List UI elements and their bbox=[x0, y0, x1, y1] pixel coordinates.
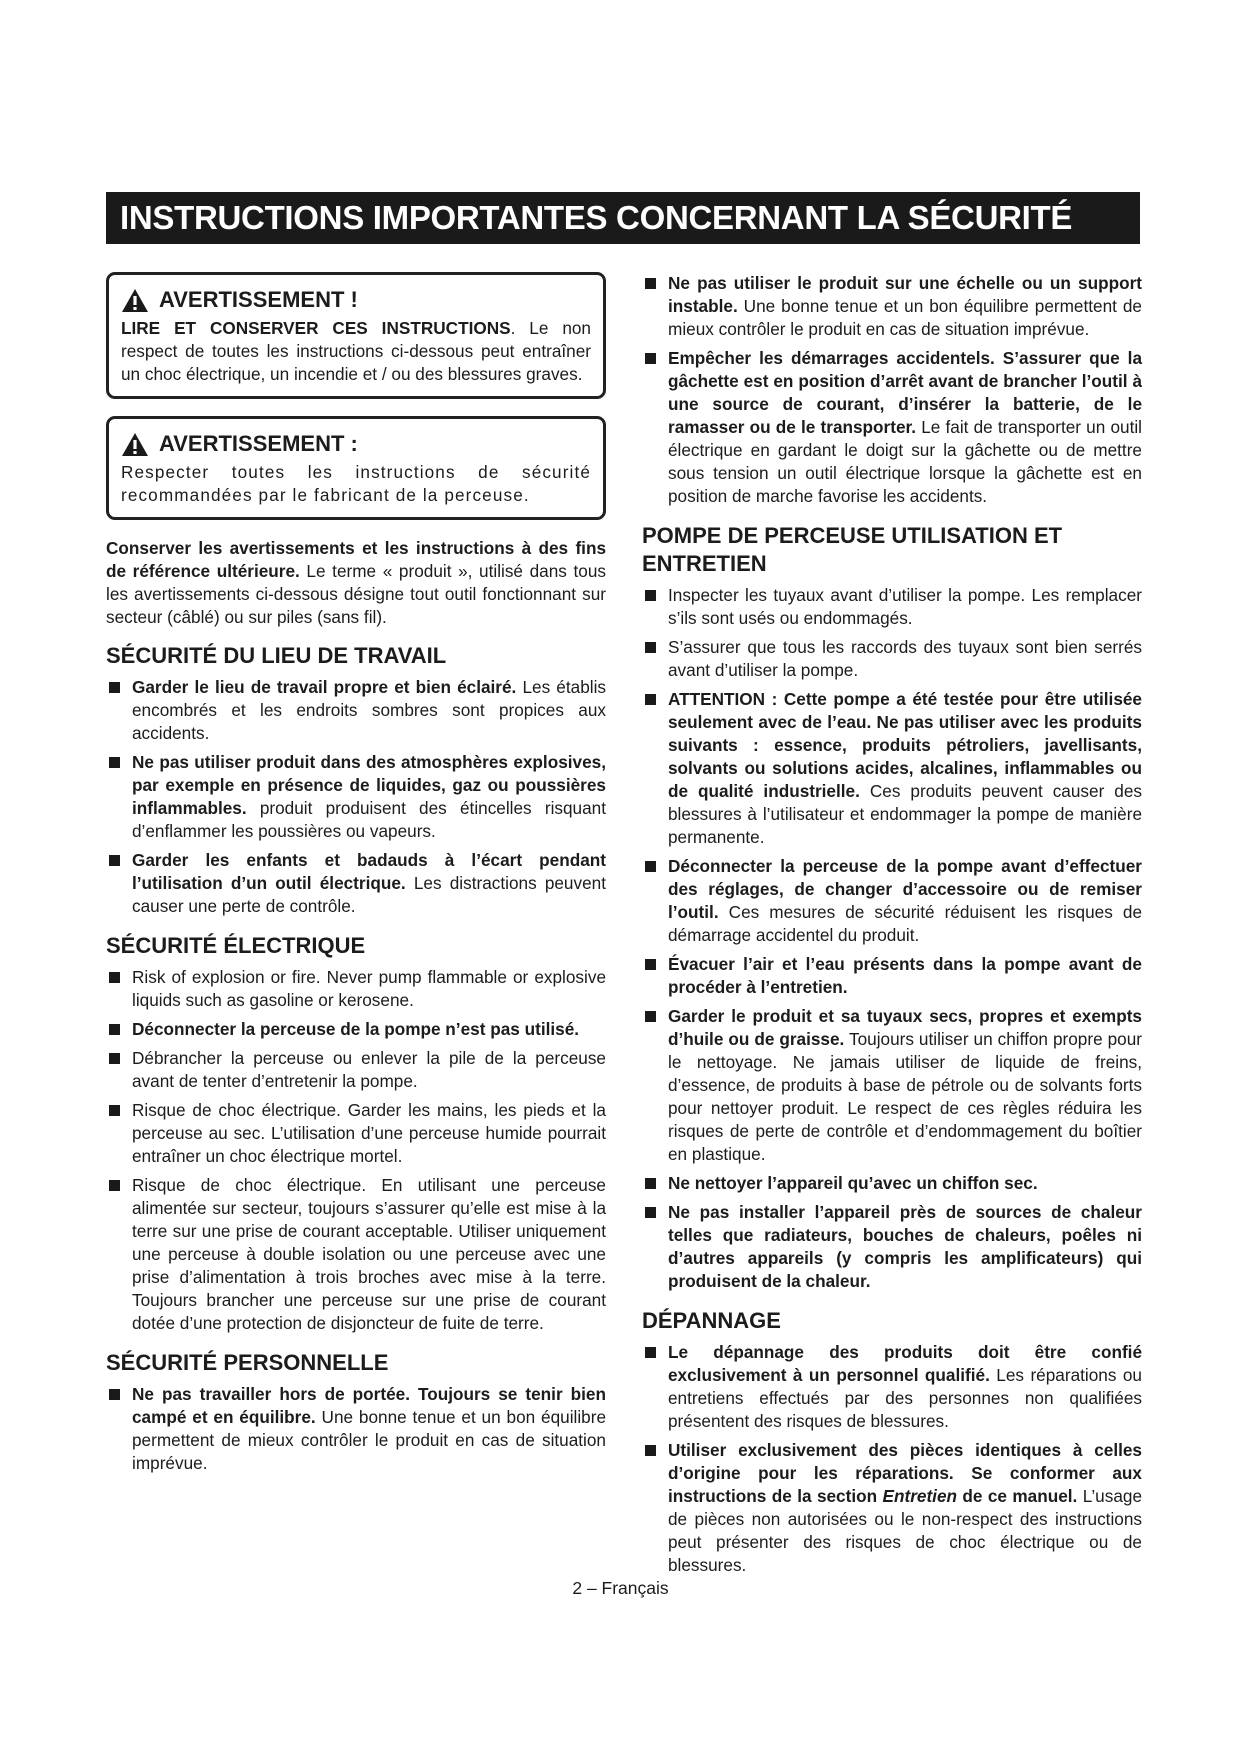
page-banner: INSTRUCTIONS IMPORTANTES CONCERNANT LA SÉCURITÉ bbox=[106, 192, 1140, 244]
bullet-square bbox=[109, 1180, 120, 1191]
warning-box-1 bbox=[106, 272, 606, 399]
warning-heading-2 bbox=[121, 429, 591, 459]
list-item bbox=[642, 272, 1142, 341]
item-bold: Déconnecter la perceuse de la pompe avant d’effectuer des réglages, de changer d’accessoire ou de remiser l’outil. bbox=[668, 856, 1142, 922]
bullet-square bbox=[109, 682, 120, 693]
bullet-square bbox=[645, 1207, 656, 1218]
bullet-square bbox=[109, 972, 120, 983]
page-number: 2 – Français bbox=[572, 1578, 669, 1598]
list-item bbox=[642, 1172, 1142, 1195]
list-electrical bbox=[106, 966, 606, 1335]
left-column bbox=[106, 272, 606, 1489]
bullet-square bbox=[645, 694, 656, 705]
item-text: produit produisent des étincelles risquant d’enflammer les poussières ou vapeurs. bbox=[132, 798, 606, 841]
item-bold: Garder le lieu de travail propre et bien éclairé. bbox=[132, 677, 517, 697]
bullet-square bbox=[109, 1389, 120, 1400]
item-text: Toujours utiliser un chiffon propre pour le nettoyage. Ne jamais utiliser de liquide de freins, d’essence, de produits à base de pétrole ou de solvants forts pour nettoyer produit. Le respect de ces règles réduira les risques de perte de contrôle et d’endommagement du boîtier en plastique. bbox=[668, 1029, 1142, 1164]
item-bold: Garder le produit et sa tuyaux secs, propres et exempts d’huile ou de graisse. bbox=[668, 1006, 1142, 1049]
item-text: L’usage de pièces non autorisées ou le non-respect des instructions peut présenter des risques de choc électrique ou de blessures. bbox=[668, 1486, 1142, 1575]
list-item bbox=[642, 347, 1142, 508]
list-item bbox=[106, 849, 606, 918]
item-bold: Empêcher les démarrages accidentels. S’assurer que la gâchette est en position d’arrêt avant de brancher l’outil à une source de courant, d’insérer la batterie, de le ramasser ou de le transporter. bbox=[668, 348, 1142, 437]
list-work-area bbox=[106, 676, 606, 918]
list-pump bbox=[642, 584, 1142, 1293]
list-item bbox=[106, 966, 606, 1012]
list-personal bbox=[106, 1383, 606, 1475]
item-text: Risque de choc électrique. En utilisant une perceuse alimentée sur secteur, toujours s’assurer qu’elle est mise à la terre sur une prise de courant acceptable. Utiliser uniquement une perceuse à double isolation ou une perceuse avec une prise d’alimentation à trois broches avec mise à la terre. Toujours brancher une perceuse sur une prise de courant dotée d’une protection de disjoncteur de fuite de terre. bbox=[132, 1175, 606, 1333]
list-item bbox=[106, 1018, 606, 1041]
item-bold: Ne pas utiliser produit dans des atmosphères explosives, par exemple en présence de liquides, gaz ou poussières inflammables. bbox=[132, 752, 606, 818]
bullet-square bbox=[109, 1024, 120, 1035]
item-text: Une bonne tenue et un bon équilibre permettent de mieux contrôler le produit en cas de situation imprévue. bbox=[132, 1407, 606, 1473]
intro-text: Le terme « produit », utilisé dans tous les avertissements ci-dessous désigne tout outil fonctionnant sur secteur (câblé) ou sur piles (sans fil). bbox=[106, 561, 606, 627]
item-bold: ATTENTION : Cette pompe a été testée pour être utilisée seulement avec de l’eau. Ne pas utiliser avec les produits suivants : essence, produits pétroliers, javellisants, solvants ou solutions acides, alcalines, inflammables ou de qualité industrielle. bbox=[668, 689, 1142, 801]
list-item bbox=[642, 636, 1142, 682]
item-bold: Ne pas installer l’appareil près de sources de chaleur telles que radiateurs, bouches de chaleurs, poêles ni d’autres appareils (y compris les amplificateurs) qui produisent de la chaleur. bbox=[668, 1202, 1142, 1291]
bullet-square bbox=[645, 1178, 656, 1189]
list-item bbox=[106, 676, 606, 745]
heading-personal: SÉCURITÉ PERSONNELLE bbox=[106, 1350, 389, 1375]
heading-repair: DÉPANNAGE bbox=[642, 1308, 781, 1333]
item-bold: Garder les enfants et badauds à l’écart pendant l’utilisation d’un outil électrique. bbox=[132, 850, 606, 893]
list-item bbox=[106, 1047, 606, 1093]
list-item bbox=[642, 584, 1142, 630]
item-text: Risque de choc électrique. Garder les mains, les pieds et la perceuse au sec. L’utilisation d’une perceuse humide pourrait entraîner un choc électrique mortel. bbox=[132, 1100, 606, 1166]
warning-triangle-icon bbox=[121, 288, 149, 313]
list-item bbox=[106, 1099, 606, 1168]
bullet-square bbox=[645, 353, 656, 364]
list-item bbox=[642, 1439, 1142, 1577]
item-text: Ces produits peuvent causer des blessures à l’utilisateur et endommager la pompe de manière permanente. bbox=[668, 781, 1142, 847]
list-repair bbox=[642, 1341, 1142, 1577]
intro-paragraph bbox=[106, 537, 606, 629]
list-right-top bbox=[642, 272, 1142, 508]
warning-triangle-icon bbox=[121, 432, 149, 457]
bullet-square bbox=[645, 642, 656, 653]
heading-electrical: SÉCURITÉ ÉLECTRIQUE bbox=[106, 933, 366, 958]
item-text: Les réparations ou entretiens effectués par des personnes non qualifiées présentent des risques de blessures. bbox=[668, 1365, 1142, 1431]
list-item bbox=[642, 1005, 1142, 1166]
bullet-square bbox=[109, 855, 120, 866]
heading-work-area: SÉCURITÉ DU LIEU DE TRAVAIL bbox=[106, 643, 447, 668]
bullet-square bbox=[109, 1105, 120, 1116]
item-text: Le fait de transporter un outil électrique en gardant le doigt sur la gâchette ou de mettre sous tension un outil électrique lorsque la gâchette est en position de marche favorise les accidents. bbox=[668, 417, 1142, 506]
item-text: Ces mesures de sécurité réduisent les risques de démarrage accidentel du produit. bbox=[668, 902, 1142, 945]
bullet-square bbox=[645, 861, 656, 872]
item-text: Une bonne tenue et un bon équilibre permettent de mieux contrôler le produit en cas de situation imprévue. bbox=[668, 296, 1142, 339]
bullet-square bbox=[645, 959, 656, 970]
item-bold: Le dépannage des produits doit être confié exclusivement à un personnel qualifié. bbox=[668, 1342, 1142, 1385]
item-bold: de ce manuel. bbox=[957, 1486, 1078, 1506]
list-item bbox=[642, 855, 1142, 947]
warning-heading-2-text: AVERTISSEMENT : bbox=[159, 431, 358, 456]
item-text: Inspecter les tuyaux avant d’utiliser la pompe. Les remplacer s’ils sont usés ou endommagés. bbox=[668, 585, 1142, 628]
list-item bbox=[642, 1341, 1142, 1433]
warning-heading-1 bbox=[121, 285, 591, 315]
bullet-square bbox=[645, 590, 656, 601]
heading-pump: POMPE DE PERCEUSE UTILISATION ET ENTRETIEN bbox=[642, 523, 1063, 576]
intro-bold: Conserver les avertissements et les instructions à des fins de référence ultérieure. bbox=[106, 538, 606, 581]
item-text: S’assurer que tous les raccords des tuyaux sont bien serrés avant d’utiliser la pompe. bbox=[668, 637, 1142, 680]
warning-bold-1: LIRE ET CONSERVER CES INSTRUCTIONS bbox=[121, 318, 511, 338]
bullet-square bbox=[109, 757, 120, 768]
list-item bbox=[106, 1174, 606, 1335]
item-text: Débrancher la perceuse ou enlever la pile de la perceuse avant de tenter d’entretenir la pompe. bbox=[132, 1048, 606, 1091]
bullet-square bbox=[645, 278, 656, 289]
item-bold: Ne nettoyer l’appareil qu’avec un chiffon sec. bbox=[668, 1173, 1038, 1193]
right-column bbox=[642, 272, 1142, 1591]
item-text: Risk of explosion or fire. Never pump flammable or explosive liquids such as gasoline or kerosene. bbox=[132, 967, 606, 1010]
warning-heading-1-text: AVERTISSEMENT ! bbox=[159, 287, 358, 312]
bullet-square bbox=[645, 1445, 656, 1456]
item-bold-italic: Entretien bbox=[882, 1486, 958, 1506]
list-item bbox=[106, 1383, 606, 1475]
item-bold: Déconnecter la perceuse de la pompe n’est pas utilisé. bbox=[132, 1019, 580, 1039]
bullet-square bbox=[109, 1053, 120, 1064]
warning-body-1: . Le non respect de toutes les instructions ci-dessous peut entraîner un choc électrique, un incendie et / ou des blessures graves. bbox=[121, 318, 591, 384]
item-bold: Ne pas utiliser le produit sur une échelle ou un support instable. bbox=[668, 273, 1142, 316]
item-bold: Évacuer l’air et l’eau présents dans la pompe avant de procéder à l’entretien. bbox=[668, 954, 1142, 997]
item-bold: Ne pas travailler hors de portée. Toujours se tenir bien campé et en équilibre. bbox=[132, 1384, 606, 1427]
warning-text-1 bbox=[121, 317, 591, 386]
list-item bbox=[642, 688, 1142, 849]
item-text: Les distractions peuvent causer une perte de contrôle. bbox=[132, 873, 606, 916]
item-bold: Utiliser exclusivement des pièces identiques à celles d’origine pour les réparations. Se conformer aux instructions de la section bbox=[668, 1440, 1142, 1506]
bullet-square bbox=[645, 1011, 656, 1022]
item-text: Les établis encombrés et les endroits sombres sont propices aux accidents. bbox=[132, 677, 606, 743]
bullet-square bbox=[645, 1347, 656, 1358]
list-item bbox=[106, 751, 606, 843]
list-item bbox=[642, 1201, 1142, 1293]
warning-text-2: Respecter toutes les instructions de sécurité recommandées par le fabricant de la perceuse. bbox=[121, 462, 591, 505]
list-item bbox=[642, 953, 1142, 999]
warning-box-2 bbox=[106, 416, 606, 520]
